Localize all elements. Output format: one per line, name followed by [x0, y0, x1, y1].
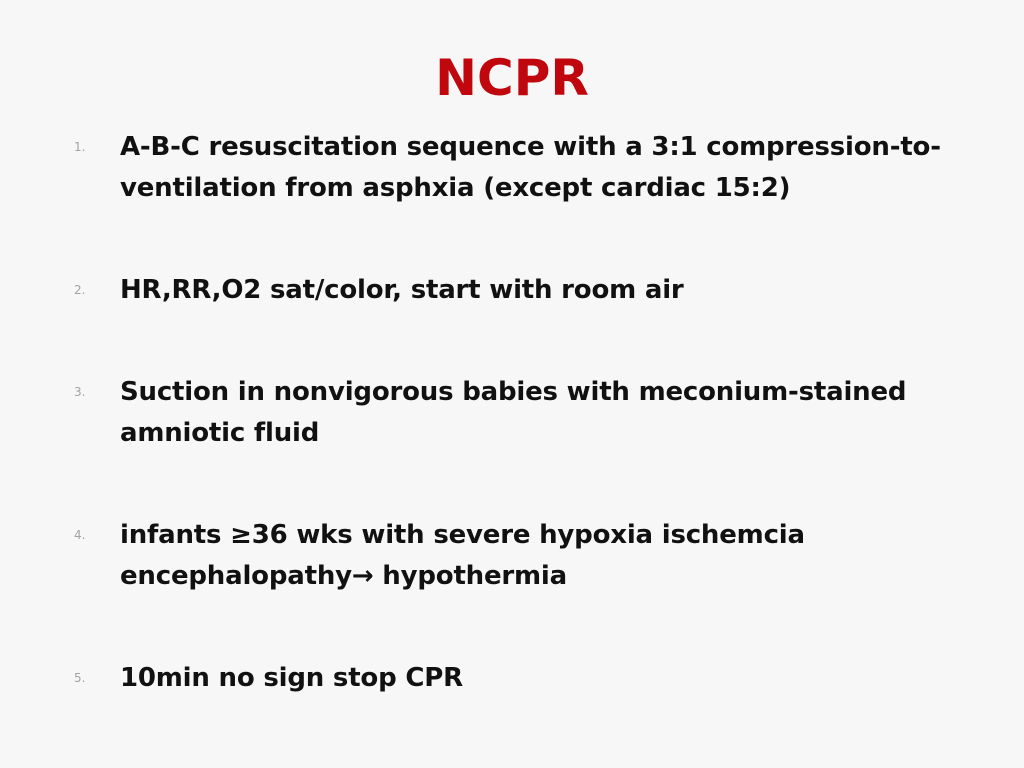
list-item-line: A-B-C resuscitation sequence with a 3:1 compression-to- — [120, 132, 941, 162]
list-item-number: 3. — [74, 385, 86, 399]
list-item-text — [120, 127, 940, 209]
list-item-text — [120, 658, 940, 699]
list-item-text — [120, 515, 940, 597]
list-item-number: 2. — [74, 283, 86, 297]
list-item-line: HR,RR,O2 sat/color, start with room air — [120, 275, 684, 305]
list-item-text — [120, 270, 940, 311]
list-item-line: infants ≥36 wks with severe hypoxia ischemcia — [120, 520, 805, 550]
list-item-text — [120, 372, 940, 454]
list-item-line: amniotic fluid — [120, 418, 320, 448]
list-item-number: 1. — [74, 140, 86, 154]
slide-title: NCPR — [435, 49, 589, 107]
list-item-line: Suction in nonvigorous babies with meconium-stained — [120, 377, 907, 407]
list-item-line: 10min no sign stop CPR — [120, 663, 463, 693]
list-item-line: encephalopathy→ hypothermia — [120, 561, 567, 591]
list-item-number: 4. — [74, 528, 86, 542]
list-item-number: 5. — [74, 671, 86, 685]
list-item-line: ventilation from asphxia (except cardiac 15:2) — [120, 173, 791, 203]
